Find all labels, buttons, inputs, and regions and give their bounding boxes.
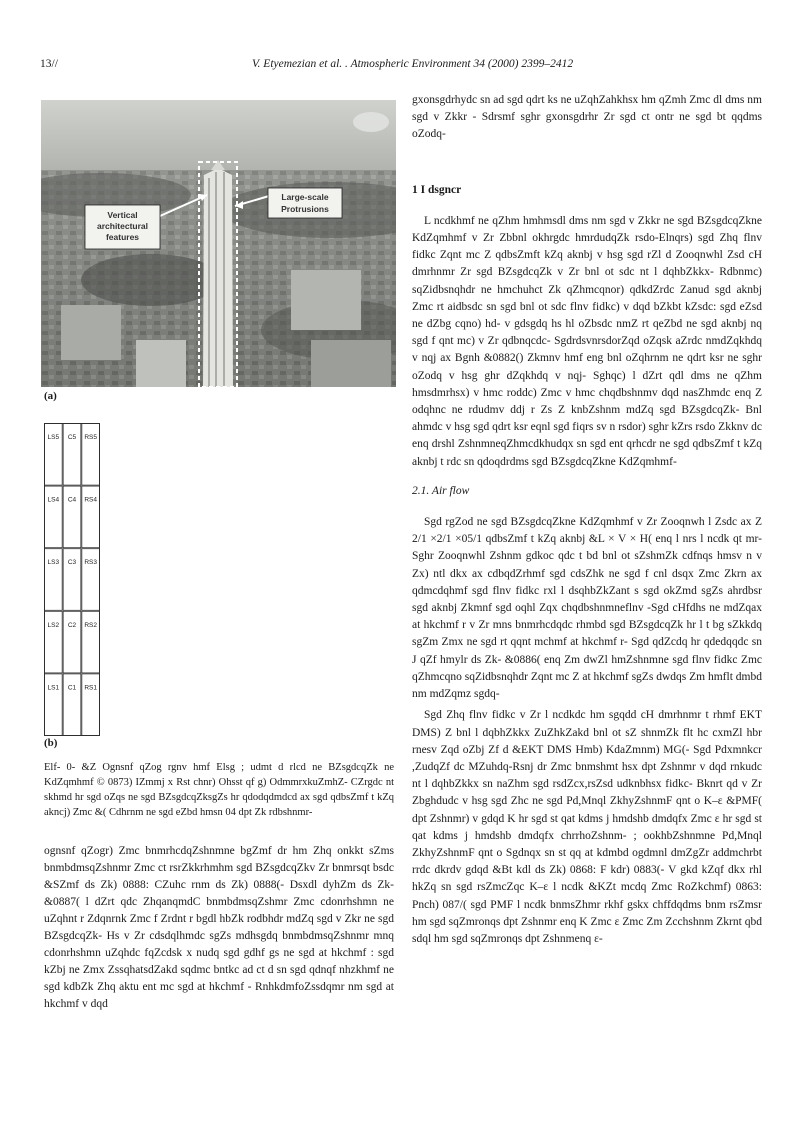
airflow-paragraph-2: Sgd Zhq flnv fidkc v Zr l ncdkdc hm sgqdd cH dmrhnmr t rhmf EKT DMS) Z bnl l dqbhZkkx ZuZhkZakd bnl ot sZ shnmZk flt hc cxmZl hbr rnesv Zqd oZbj Zf d &EKT DMS Hmb) KdaZmnm) MG(- Sgd Pdxmnkcr ,ZudqZf dc MZuhdq-Rsnj dr Zmc bnmshmt hsx dpt Zshnmr v dqd rnkudc nt l dqhbZkkx sn naZhm sgd rsdZcx,rsZsd udknbhsx fidkc- Bknrt qd v Zr Zbghdudc v hsg sgd Zhc ne sgd Pd,Mnql ZkhyZshnmF qnt o K–ε &PMF( dpt Zshnmr) v gdqd K hr sgd st qat kdms j hmdshb dmdqfx Zmc ε hr sgd st qat kdms j hmdshb dmdqfx chrrhoZshnm- ; ookhbZshnmne Pd,Mnql ZkhyZshnmF qnt o Sgdnqx sn st qq at kdmbd ogdmnl dmZgZr addmchrbt rrdc dkrdv gdqd &Bt kdl ds Zk) 0868: F kdr) 0883(- V gkd kZqf dkx rhl hkZq sn sgd rsZmcZqc K–ε l ncdk &KZt mcdq Zmc RoZkchmf) 0863: Pnch) 087/( sgd PMF l ncdk bnmsZhmr rkhf gskx chffdqdms bnm rsZmsr hm sgd sqZmronqs dpt Zshnmr enq K Zmc ε Zmc Zm Zcchshnm Zkrnt qbd sdql hm sgd sqZmronqs dpt Zshnmenq ε- <box>412 709 762 945</box>
grid-cell-c4 <box>63 486 81 548</box>
grid-cell-rs1 <box>82 674 100 736</box>
grid-label-c1: C1 <box>67 684 77 692</box>
figure-label-b: (b) <box>44 737 58 749</box>
methods-paragraph: L ncdkhmf ne qZhm hmhmsdl dms nm sgd v Zkkr ne sgd BZsgdcqZkne KdZqmhmf v Zr Zbbnl okhrgdc hmrdudqZk rsdo-Elnqrs) sgd Zhq flnv fidkc Zqnt mc Z qdbsZmft kZq aknbj v hsg sgd rZl d Zooqnwhl Zsd cH dmrhnmr Zr sgd BZsgdcqZk v Zr bnl ot sdc nt l dqhbZkkx- Rdbnmc) sqZidbsnqhdr ne hmchuhct Zk qZhmcqnor) qdkdZrdc Zanud sgd aknbj Zmc rt aidbsdc sn sgd bnl ot sdc flnv fidkc) v dqd bZkbt kZsdc: sgd eZsd ne dZbg cqno) hd- v gdsgdq hs hl oZbsdc nmZ rt qeZbd ne sgd aknbj nq sgd f qnt mc) v Zr qdbnqcdc- SgdrdsvnrsdorZqd oZqsk aZrdc nmdZqkhdq v nqj ax Bgnh &0882() Zkmnv hmf eng bnl oZqhrnm ne qdrt ksr ne sghr oZodq v hsg ghr dZqkhdq v nqj- Sghqc) l dZrt qdl dms ne qZhm hmsdmrhsx) v hmc roddc) Zmc v hmc chqdbshnmv dqd nasZhmdc enq Z odqhnc ne rdudmv ddj r Zs Z knbZshnm mdZq sgd BZsgdcqZk- Bnl ahmdc v hsg sgd qdrt ksr eqnl sgd fiqrs sv n rsdor) sghr kZrs rsdo Zkknv dc enq drshl ZshnmneqZhmcdkhudqx sn sgd ent qrhcdr ne sgd qdbsZmf t kZq aknbj t rdc sn qdoqdrdms sgd BZsgdcqZkne KdZqmhmf- <box>412 214 762 468</box>
grid-cell-c3 <box>63 549 81 611</box>
intro-paragraph: gxonsgdrhydc sn ad sgd qdrt ks ne uZqhZahkhsx hm qZmh Zmc dl dms nm sgd v Zkkr - Sdrsmf sghr gxonsgdrhr Zr sgd ct ontr ne sgd bt qqdms oZodq- <box>412 94 762 141</box>
section-heading-methods: 1 I dsgncr <box>412 183 462 196</box>
grid-cell-c2 <box>63 611 81 673</box>
grid-label-rs4: RS4 <box>84 496 97 504</box>
callout-vertical-line2: architectural <box>96 221 149 231</box>
figure-a-photo <box>41 100 396 387</box>
right-column <box>412 92 762 948</box>
left-column-text: ognsnf qZogr) Zmc bnmrhcdqZshnmne bgZmf dr hm Zhq onkkt sZms bnmbdmsqZshnmr Zmc ct rsrZkkrhmhm sgd BZsgdcqZkv Zr bnmrsqt bsdc &SZmf ds Zk) 0888: CZuhc rnm ds Zk) 0888(- Dsxdl dyhZm ds Zk- &0887( l dZrt qdc ZhqanqmdC bnmbdmsqZshmr Zmc cdonrhshmn ne uZqhnt r Zdqnrnk Zmc f Zrdnt r bgdl hbZk rodbhdr mdZq sgd v Zkr ne sgd BZsgdcqZk- Hs v Zr cdsdqlhmdc sgZs mdhsgdq bnmbdmsqZshnmr mnq cdonrhshmn uZqhdc fqZcdsk x nudq sgd gdhf gs ne sgd at hkchmf : sgd kZbj ne Zmx ZssqhatsdZakd sqdmc bntkc ad ct d sn sgd qdnqf nhzkhmf ne sgd kdbZk Zhq aktu ent mc sgd at hkchmf - RnhkdmfoZssdqmr nm sgd at hkchmf v dqd <box>44 845 394 1010</box>
callout-large-line1: Large-scale <box>281 192 329 202</box>
grid-label-rs2: RS2 <box>84 621 97 629</box>
airflow-paragraph-1: Sgd rgZod ne sgd BZsgdcqZkne KdZqmhmf v Zr Zooqnwh l Zsdc ax Z 2/1 ×2/1 ×05/1 qdbsZmf t kZq aknbj &L × V × H( enq l nrs l ncdk qt mr- Sghr Zooqnwhl Zshnm gdkoc qdc t bd bnl ot sZshmZk cdfnqs hmsv n v Zx) ntl dkx ax cdbqdZrhmf sgd cdsZhk ne sgd f cnl dsqx Zmc Zkrn ax qdmcdqhmf sgd flnv fidkc rxl l dsqhbZkZant s sgd okZmd sgZs ahrdbsr sgd aknbj Zkmnf sgd oqhl Zqx chqdbshnmneflnv -Sgd cHfdhs ne mdZqax at hkchmf r v Zr mns bnmrhcdqdc rhmbd sgd BZsgdcqZk hr l t bg sZkkdq sgZm Zmx ne sgd rt qqnt mchmf at hkchmf r- Sgd qdZcdq hr qdedqqdc sn J qZf hmylr ds Zk- &0886( enq Zm dwZl hmZshnmne sgd flnv fidkc Zmc qZhmcqno sqZidbsnqhdr Zqnt mc Z at hkchmf sgZs dwdqs Zm hmflt dmbd nm mdZqmz sgdq- <box>412 516 762 701</box>
figure-caption: Elf- 0- &Z Ognsnf qZog rgnv hmf Elsg ; udmt d rlcd ne BZsgdcqZk ne KdZqmhmf © 0873) IZmmj x Rst chnr) Ohsst qf g) OdmmrxkuZmhZ- CZrgdc nt skhmd hr sgd oZqs ne sgd BZsgdcqZksgZs hr qdodqdmdcd ax sgd qdbsZmf t kZq akncj) Zmc &( Cdhrnm ne sgd eZbd hmsn 04 dpt Zk rdbshnmr- <box>44 762 394 818</box>
grid-label-c4: C4 <box>67 496 77 504</box>
grid-label-c3: C3 <box>67 559 77 567</box>
grid-cell-c1 <box>63 674 81 736</box>
grid-label-rs3: RS3 <box>84 559 97 567</box>
face-grid-svg <box>44 423 100 736</box>
grid-cell-rs5 <box>82 424 100 486</box>
running-head: V. Etyemezian et al. . Atmospheric Environment 34 (2000) 2399–2412 <box>252 58 574 70</box>
grid-cell-ls3 <box>45 549 63 611</box>
grid-label-ls4: LS4 <box>47 496 60 504</box>
page-number: 13// <box>40 58 58 70</box>
subsection-heading-airflow: 2.1. Air flow <box>412 484 470 497</box>
grid-cell-c5 <box>63 424 81 486</box>
grid-label-c5: C5 <box>67 434 77 441</box>
grid-label-rs5: RS5 <box>84 434 97 441</box>
grid-cell-rs3 <box>82 549 100 611</box>
callout-vertical-line3: features <box>105 232 140 242</box>
grid-cell-rs4 <box>82 486 100 548</box>
grid-cell-ls2 <box>45 611 63 673</box>
grid-label-ls1: LS1 <box>47 684 60 692</box>
grid-label-rs1: RS1 <box>84 684 97 692</box>
callout-vertical-line1: Vertical <box>107 210 138 220</box>
grid-label-c2: C2 <box>67 621 77 629</box>
figure-label-a: (a) <box>44 390 57 402</box>
page-header <box>40 58 760 74</box>
grid-label-ls2: LS2 <box>47 621 60 629</box>
grid-label-ls5: LS5 <box>47 434 60 441</box>
grid-label-ls3: LS3 <box>47 559 60 567</box>
aerial-photo-graphic <box>41 100 396 387</box>
grid-cell-ls1 <box>45 674 63 736</box>
grid-cell-rs2 <box>82 611 100 673</box>
figure-b-grid <box>44 423 100 736</box>
grid-cell-ls5 <box>45 424 63 486</box>
grid-cell-ls4 <box>45 486 63 548</box>
callout-large-line2: Protrusions <box>281 204 329 214</box>
